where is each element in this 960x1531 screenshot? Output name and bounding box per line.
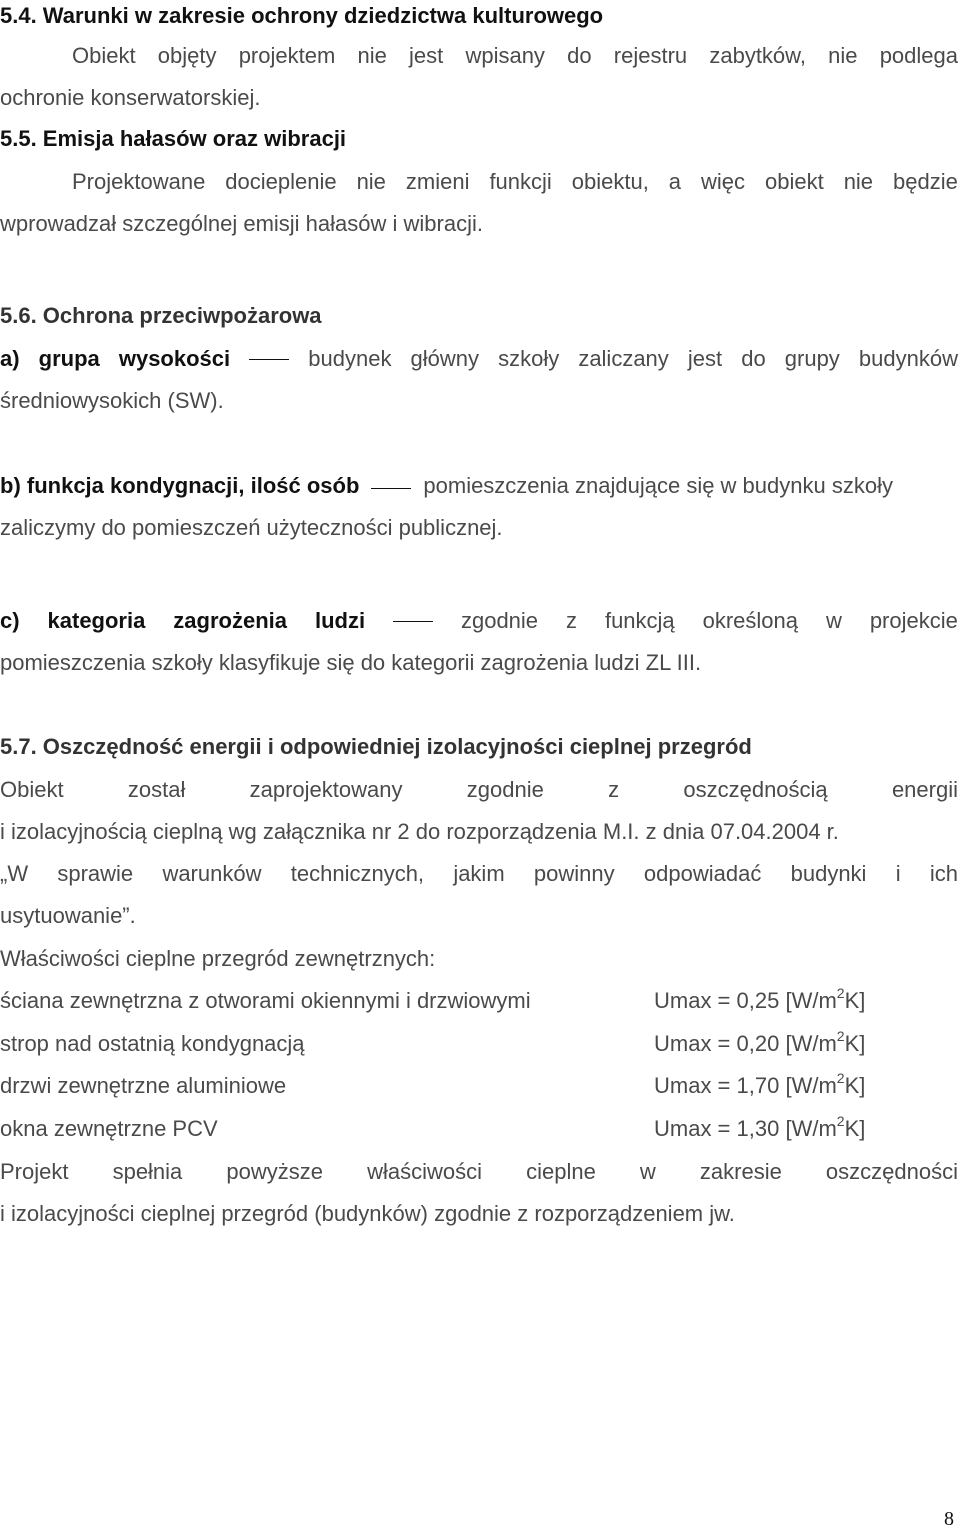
word: zgodnie	[466, 777, 544, 802]
word: wpisany	[465, 43, 545, 68]
word: funkcji	[489, 169, 552, 194]
word: Projektowane	[72, 169, 206, 194]
word: jest	[687, 346, 723, 371]
section-heading-5-5: 5.5. Emisja hałasów oraz wibracji	[0, 126, 347, 151]
property-name: strop nad ostatnią kondygnacją	[0, 1031, 305, 1056]
word: wysokości	[118, 346, 231, 371]
section-5-7-text-line-4: usytuowanie”.	[0, 903, 136, 928]
word: nie	[356, 169, 386, 194]
item-c-line-1	[0, 605, 960, 637]
word: Obiekt	[72, 43, 136, 68]
em-dash	[249, 359, 289, 360]
property-value: Umax = 0,25 $[W/m^2K]$	[654, 984, 866, 1013]
section-5-4-text-line-2: ochronie konserwatorskiej.	[0, 85, 261, 110]
word: zaprojektowany	[249, 777, 403, 802]
property-name: drzwi zewnętrzne aluminiowe	[0, 1073, 287, 1098]
word: spełnia	[112, 1159, 183, 1184]
property-row	[0, 1028, 960, 1060]
property-name: ściana zewnętrzna z otworami okiennymi i drzwiowymi	[0, 988, 531, 1013]
word: zakresie	[699, 1159, 782, 1184]
page-number: 8	[944, 1508, 954, 1530]
section-5-4-text-line-1	[0, 40, 960, 72]
word: kategoria	[47, 608, 146, 633]
word: rejestru	[613, 43, 688, 68]
section-5-7-text-line-3	[0, 858, 960, 890]
property-value: Umax = 1,30 $[W/m^2K]$	[654, 1112, 866, 1141]
word: w	[639, 1159, 656, 1184]
justified-line	[0, 343, 958, 375]
word: właściwości	[367, 1159, 482, 1184]
section-heading-5-4: 5.4. Warunki w zakresie ochrony dziedzictwa kulturowego	[0, 3, 604, 28]
word: zgodnie	[460, 608, 539, 633]
word: cieplne	[526, 1159, 596, 1184]
word: główny	[410, 346, 480, 371]
word: obiekt	[765, 169, 824, 194]
word: został	[127, 777, 186, 802]
word: będzie	[893, 169, 958, 194]
item-b-line-1	[0, 470, 960, 502]
property-row	[0, 1113, 960, 1145]
justified-line	[72, 166, 958, 198]
word: z	[608, 777, 620, 802]
word: oszczędności	[825, 1159, 958, 1184]
word: więc	[701, 169, 746, 194]
word: z	[566, 608, 577, 633]
item-a-line-2: średniowysokich (SW).	[0, 388, 224, 413]
item-c-line-2: pomieszczenia szkoły klasyfikuje się do kategorii zagrożenia ludzi ZL III.	[0, 650, 702, 675]
word: w	[825, 608, 842, 633]
word: warunków	[162, 861, 262, 886]
word: sprawie	[57, 861, 134, 886]
em-dash	[393, 621, 433, 622]
section-5-7-text-line-1	[0, 774, 960, 806]
section-heading-5-6: 5.6. Ochrona przeciwpożarowa	[0, 303, 322, 328]
justified-line	[0, 774, 958, 806]
section-5-5-text-line-1	[0, 166, 960, 198]
word: grupa	[38, 346, 100, 371]
word: odpowiadać	[643, 861, 762, 886]
word: „W	[0, 861, 29, 886]
item-a-line-1	[0, 343, 960, 375]
word: do	[567, 43, 592, 68]
property-value: Umax = 0,20 $[W/m^2K]$	[654, 1027, 866, 1056]
word: grupy	[784, 346, 840, 371]
word: jest	[409, 43, 444, 68]
word: jakim	[453, 861, 505, 886]
word: projektem	[238, 43, 336, 68]
word: nie	[843, 169, 874, 194]
word: Obiekt	[0, 777, 64, 802]
conclusion-line-2: i izolacyjności cieplnej przegród (budynków) zgodnie z rozporządzeniem jw.	[0, 1201, 735, 1226]
word: do	[741, 346, 766, 371]
word: określoną	[702, 608, 799, 633]
word: powinny	[533, 861, 615, 886]
properties-title: Właściwości cieplne przegród zewnętrznych:	[0, 946, 436, 971]
item-b-text: pomieszczenia znajdujące się w budynku szkoły	[423, 473, 893, 498]
section-5-5-text-line-2: wprowadzał szczególnej emisji hałasów i wibracji.	[0, 211, 483, 236]
word: i	[895, 861, 901, 886]
conclusion-line-1	[0, 1156, 960, 1188]
section-heading-5-7: 5.7. Oszczędność energii i odpowiedniej izolacyjności cieplnej przegród	[0, 734, 752, 759]
property-value: Umax = 1,70 $[W/m^2K]$	[654, 1069, 866, 1098]
property-name: okna zewnętrzne PCV	[0, 1116, 218, 1141]
item-b-label: b) funkcja kondygnacji, ilość osób	[0, 473, 360, 498]
word: zmieni	[405, 169, 470, 194]
property-row	[0, 1070, 960, 1102]
word: zabytków,	[709, 43, 806, 68]
word: ich	[929, 861, 958, 886]
word: powyższe	[226, 1159, 323, 1184]
word: budynków	[858, 346, 958, 371]
justified-line	[0, 858, 958, 890]
justified-line	[0, 1156, 958, 1188]
justified-line	[0, 605, 958, 637]
word: Projekt	[0, 1159, 69, 1184]
word: ludzi	[314, 608, 366, 633]
word: funkcją	[604, 608, 675, 633]
section-5-7-text-line-2: i izolacyjnością cieplną wg załącznika nr 2 do rozporządzenia M.I. z dnia 07.04.2004 r.	[0, 819, 839, 844]
word: a)	[0, 346, 20, 371]
word: budynki	[790, 861, 867, 886]
item-b-line-2: zaliczymy do pomieszczeń użyteczności publicznej.	[0, 515, 503, 540]
word: energii	[891, 777, 958, 802]
word: obiektu,	[571, 169, 649, 194]
word: oszczędnością	[683, 777, 828, 802]
word: budynek	[308, 346, 392, 371]
word: zaliczany	[578, 346, 669, 371]
property-row	[0, 985, 960, 1017]
word: nie	[357, 43, 387, 68]
word: szkoły	[498, 346, 560, 371]
em-dash	[371, 488, 411, 489]
word: docieplenie	[225, 169, 337, 194]
word: objęty	[157, 43, 217, 68]
word: zagrożenia	[173, 608, 287, 633]
word: nie	[828, 43, 858, 68]
justified-line	[72, 40, 958, 72]
word: projekcie	[869, 608, 958, 633]
word: technicznych,	[290, 861, 425, 886]
word: podlega	[879, 43, 958, 68]
word: a	[668, 169, 682, 194]
word: c)	[0, 608, 20, 633]
